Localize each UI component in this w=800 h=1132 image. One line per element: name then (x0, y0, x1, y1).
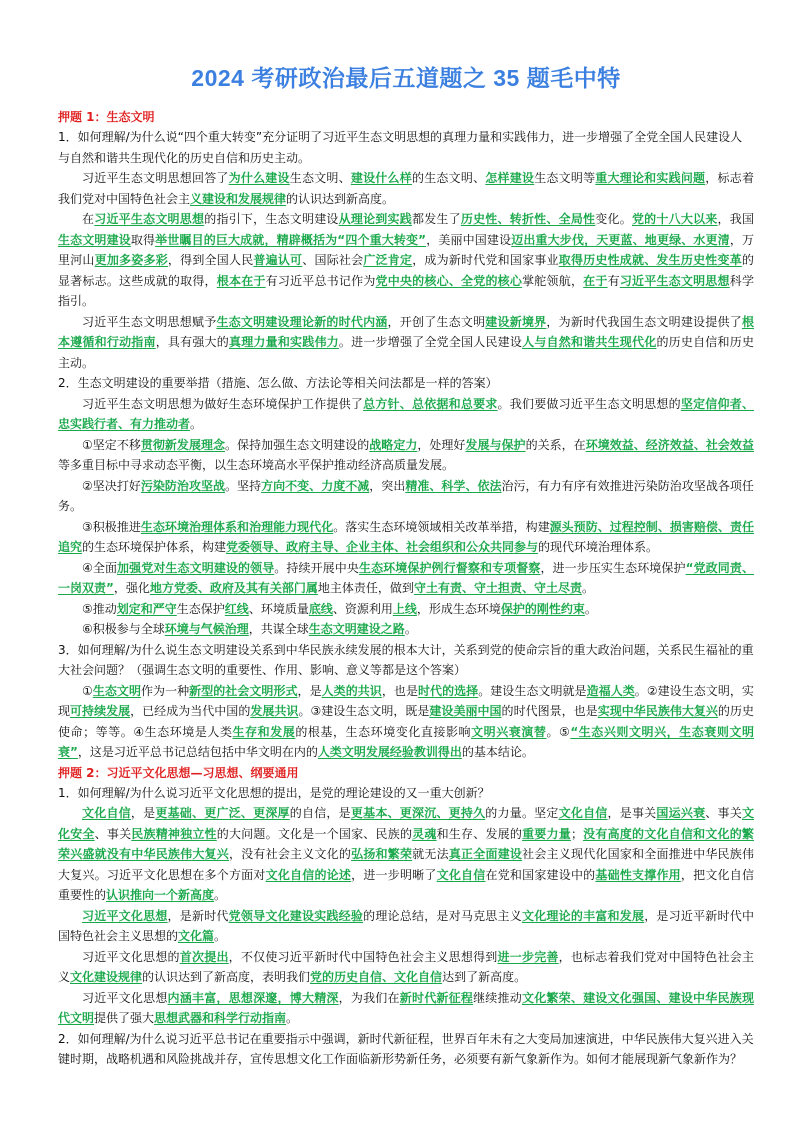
text-run: 生态文明等 (534, 171, 596, 185)
text-run: 。保持加强生态文明建设的 (225, 437, 370, 452)
answer-paragraph (58, 988, 754, 1029)
text-run: 的自信，是 (289, 806, 351, 820)
highlighted-keyphrase: 历史性、转折性、全局性 (460, 212, 596, 226)
text-run: 的时代图景，也是 (501, 704, 598, 718)
highlighted-keyphrase: 生态文明建设 (58, 232, 131, 247)
text-run: ，开创了生态文明 (387, 314, 486, 329)
highlighted-keyphrase: 重要力量 (522, 826, 571, 841)
text-run: 都发生了 (411, 212, 461, 226)
highlighted-keyphrase: 迈出重大步伐，天更蓝、地更绿、水更清 (511, 232, 730, 247)
text-run: 在党和国家建设中的 (485, 867, 596, 882)
text-run: ②坚决打好 (82, 478, 141, 493)
text-run: 。③建设生态文明，既是 (298, 704, 430, 718)
highlighted-keyphrase: 灵魂 (412, 826, 437, 841)
text-run: 。 (584, 601, 597, 616)
highlighted-keyphrase: 首次提出 (179, 949, 229, 964)
highlighted-keyphrase: 习近平生态文明思想 (619, 273, 730, 288)
text-run: 的认识达到新高度。 (286, 191, 395, 206)
text-run: 。②建设生态文明，实现 (58, 683, 754, 718)
highlighted-keyphrase: 战略定力 (369, 437, 418, 452)
highlighted-keyphrase: 认识推向一个新高度 (106, 888, 215, 902)
text-run: 。落实生态环境领域相关改革举措，构建 (333, 519, 550, 534)
highlighted-keyphrase: 环境与气候治理 (164, 622, 249, 636)
text-run: 的生态环境保护体系，构建 (82, 540, 227, 554)
highlighted-keyphrase: 发展共识 (250, 704, 299, 718)
answer-paragraph (58, 599, 754, 620)
highlighted-keyphrase: 为什么建设 (228, 171, 290, 185)
highlighted-keyphrase: 从理论到实践 (338, 212, 412, 226)
highlighted-keyphrase: 上线 (392, 601, 417, 616)
highlighted-keyphrase: 建设美丽中国 (429, 704, 502, 718)
text-run: 和生存、发展的 (436, 826, 523, 841)
highlighted-keyphrase: 生态环境治理体系和治理能力现代化 (140, 519, 334, 534)
text-run: 、国际社会 (302, 253, 364, 267)
highlighted-keyphrase: 弘扬和繁荣 (351, 847, 413, 861)
text-run: ，这是习近平总书记总结包括中华文明在内的 (77, 745, 318, 759)
text-run: 生态保护 (176, 601, 225, 616)
highlighted-keyphrase: 民族精神独立性 (131, 826, 217, 841)
highlighted-keyphrase: 生存和发展 (232, 724, 296, 739)
text-run: 、环境质量 (248, 601, 309, 616)
text-run: ，我国 (717, 212, 754, 226)
highlighted-keyphrase: 污染防治攻坚战 (140, 478, 226, 493)
highlighted-keyphrase: 根本在于 (216, 273, 266, 288)
highlighted-keyphrase: 可持续发展 (70, 704, 131, 718)
answer-paragraph (58, 168, 754, 209)
highlighted-keyphrase: 党的历史自信、文化自信 (310, 970, 443, 984)
text-run: 科学指引。 (58, 273, 754, 308)
highlighted-keyphrase: 文化繁荣、建设文化强国、建设中华民族现代文明 (58, 990, 754, 1025)
text-run: 地主体责任，做到 (317, 581, 414, 595)
highlighted-keyphrase: 实现中华民族伟大复兴 (597, 704, 718, 718)
text-run: 。坚持 (225, 478, 262, 493)
highlighted-keyphrase: 环境效益、经济效益、社会效益 (585, 437, 754, 452)
text-run: 治污，有力有序有效推进污染防治攻坚战各项任务。 (58, 478, 754, 513)
highlighted-keyphrase: 文化建设规律 (70, 970, 143, 984)
text-run: ，美丽中国建设 (426, 232, 512, 247)
text-run: 的理论总结，是对马克思主义 (363, 908, 522, 923)
text-run: 习近平生态文明思想回答了 (82, 171, 229, 185)
highlighted-keyphrase: 取得历史性成就、发生历史性变革 (558, 253, 742, 267)
highlighted-keyphrase: 生态环境保护例行督察和专项督察 (358, 560, 541, 575)
text-run: 的历史使命；等等。④生态环境是人类 (58, 704, 754, 739)
highlighted-keyphrase: 更加多姿多彩 (94, 253, 168, 267)
answer-paragraph (58, 619, 754, 640)
answer-paragraph (58, 558, 754, 599)
text-run: 1．如何理解/为什么说“四个重大转变”充分证明了习近平生态文明思想的真理力量和实践伟力，进一步增强了全党全国人民建设人与自然和谐共生现代化的历史自信和历史主动。 (58, 130, 743, 165)
highlighted-keyphrase: 人类的共识 (321, 683, 382, 698)
text-run: ，已经成为当代中国的 (130, 704, 251, 718)
highlighted-keyphrase: 根本遵循和行动指南 (58, 314, 754, 349)
text-run: 。 (190, 417, 203, 431)
text-run: 习近平生态文明思想为做好生态环境保护工作提供了 (82, 396, 364, 411)
highlighted-keyphrase: 内涵丰富，思想深邃，博大精深 (167, 990, 339, 1005)
text-run: 作为一种 (140, 683, 190, 698)
answer-paragraph (58, 947, 754, 988)
highlighted-keyphrase: 文化篇 (178, 929, 215, 943)
text-run: ④全面 (82, 560, 118, 575)
highlighted-keyphrase: “党政同责、一岗双责” (58, 560, 754, 595)
text-run: 的认识达到了新高度，表明我们 (142, 970, 311, 984)
text-run: 掌舵领航， (522, 273, 584, 288)
answer-paragraph (58, 906, 754, 947)
highlighted-keyphrase: 加强党对生态文明建设的领导 (117, 560, 275, 575)
highlighted-keyphrase: 红线 (224, 601, 249, 616)
text-run: 有习近平总书记作为 (265, 273, 376, 288)
highlighted-keyphrase: 文化自信 (558, 806, 608, 820)
highlighted-keyphrase: 生态文明 (92, 683, 141, 698)
question-text (58, 783, 754, 804)
highlighted-keyphrase: 文化安全 (58, 806, 754, 841)
highlighted-keyphrase: 保护的刚性约束 (500, 601, 585, 616)
highlighted-keyphrase: 文明兴衰演替 (471, 724, 547, 739)
text-run: ，是 (130, 806, 156, 820)
text-run: 的大问题。文化是一个国家、民族的 (216, 826, 413, 841)
highlighted-keyphrase: 人类文明发展经验教训得出 (317, 745, 462, 759)
text-run: ，为我们在 (338, 990, 400, 1005)
highlighted-keyphrase: 底线 (308, 601, 333, 616)
text-run: 达到了新高度。 (442, 970, 527, 984)
question-text (58, 1029, 754, 1070)
highlighted-keyphrase: 地方党委、政府及其有关部门属 (149, 581, 318, 595)
highlighted-keyphrase: 造福人类 (586, 683, 635, 698)
text-run: ，是事关 (607, 806, 657, 820)
highlighted-keyphrase: 怎样建设 (485, 171, 535, 185)
highlighted-keyphrase: 国运兴衰 (656, 806, 706, 820)
text-run: ，为新时代我国生态文明建设提供了 (546, 314, 742, 329)
highlighted-keyphrase: 划定和严守 (116, 601, 177, 616)
highlighted-keyphrase: 文化自信的论述 (265, 867, 352, 882)
text-run: ，进一步压实生态环境保护 (540, 560, 686, 575)
highlighted-keyphrase: 新型的社会文明形式 (189, 683, 298, 698)
text-run: 、事关 (94, 826, 132, 841)
highlighted-keyphrase: 总方针、总依据和总要求 (363, 396, 498, 411)
text-run: ，共谋全球 (248, 622, 309, 636)
document-content (58, 107, 754, 1070)
section-heading: 押题 2：习近平文化思想—习思想、纲要通用 (58, 765, 299, 780)
text-run: 的生态文明、 (411, 171, 486, 185)
text-run: 继续推动 (473, 990, 522, 1005)
text-run: ，是新时代 (167, 908, 229, 923)
highlighted-keyphrase: 发展与保护 (465, 437, 526, 452)
text-run: ，强化 (113, 581, 150, 595)
text-run: 。 (581, 581, 594, 595)
highlighted-keyphrase: 党委领导、政府主导、企业主体、社会组织和公众共同参与 (226, 540, 539, 554)
highlighted-keyphrase: 文化自信 (82, 806, 131, 820)
text-run: 。我们要做习近平生态文明思想的 (497, 396, 681, 411)
answer-paragraph (58, 517, 754, 558)
highlighted-keyphrase: 更基础、更广泛、更深厚 (155, 806, 290, 820)
highlighted-keyphrase: 习近平生态文明思想 (94, 212, 205, 226)
text-run: 在 (82, 212, 95, 226)
text-run: 的根基，生态环境变化直接影响 (295, 724, 472, 739)
highlighted-keyphrase: 举世瞩目的巨大成就，精辟概括为“四个重大转变” (155, 232, 427, 247)
text-run: ⑤推动 (82, 601, 117, 616)
question-text (58, 373, 754, 394)
text-run: 提供了强大 (94, 1011, 155, 1025)
text-run: ，没有社会主义文化的 (228, 847, 352, 861)
answer-paragraph (58, 394, 754, 435)
text-run: ，是习近平新时代中国特色社会主义思想的 (58, 908, 754, 943)
highlighted-keyphrase: 习近平文化思想 (82, 908, 168, 923)
highlighted-keyphrase: 基础性支撑作用 (595, 867, 681, 882)
text-run: ，也标志着我们党对中国特色社会主义 (58, 949, 754, 984)
answer-paragraph (58, 435, 754, 476)
highlighted-keyphrase: “生态兴则文明兴，生态衰则文明衰” (58, 724, 754, 759)
answer-paragraph (58, 476, 754, 517)
text-run: 的现代环境治理体系。 (538, 540, 659, 554)
text-run: ； (570, 826, 583, 841)
text-run: ，也是 (381, 683, 418, 698)
highlighted-keyphrase: 精准、科学、依法 (405, 478, 502, 493)
text-run: 2．如何理解/为什么说习近平总书记在重要指示中强调，新时代新征程，世界百年未有之大变局加速演进，中华民族伟大复兴进入关键时期，战略机遇和风险挑战并存，宣传思想文化工作面临新形势新任务，必须要有新气象新作为。如何才能展现新气象新作为？ (58, 1031, 754, 1066)
text-run: 的显著标志。这些成就的取得， (58, 253, 754, 288)
text-run: ，处理好 (417, 437, 466, 452)
highlighted-keyphrase: 没有高度的文化自信和文化的繁荣兴盛就没有中华民族伟大复兴 (58, 826, 754, 861)
highlighted-keyphrase: 党的十八大以来 (631, 212, 718, 226)
answer-paragraph (58, 209, 754, 312)
answer-paragraph (58, 681, 754, 763)
highlighted-keyphrase: 建设新境界 (485, 314, 547, 329)
text-run: ，具有强大的 (155, 335, 229, 349)
text-run: ①坚定不移 (82, 437, 141, 452)
text-run: 习近平文化思想的 (82, 949, 180, 964)
text-run: 2．生态文明建设的重要举措（措施、怎么做、方法论等相关问法都是一样的答案） (58, 376, 498, 390)
highlighted-keyphrase: 坚定信仰者、忠实践行者、有力推动者 (58, 396, 754, 431)
highlighted-keyphrase: 生态文明建设理论新的时代内涵 (216, 314, 388, 329)
text-run: 、事关 (705, 806, 742, 820)
question-text (58, 127, 754, 168)
text-run: 的历史自信和历史主动。 (58, 335, 754, 370)
text-run: 习近平生态文明思想赋予 (82, 314, 217, 329)
highlighted-keyphrase: 重大理论和实践问题 (595, 171, 706, 185)
text-run: 习近平文化思想 (82, 990, 168, 1005)
text-run: 等多重目标中寻求动态平衡，以生态环境高水平保护推动经济高质量发展。 (58, 458, 455, 472)
text-run: 变化。 (595, 212, 632, 226)
highlighted-keyphrase: 真正全面建设 (448, 847, 523, 861)
text-run: ，进一步明晰了 (351, 867, 437, 882)
highlighted-keyphrase: 普遍认可 (253, 253, 303, 267)
highlighted-keyphrase: 生态文明建设之路 (308, 622, 405, 636)
highlighted-keyphrase: 思想武器和科学行动指南 (154, 1011, 287, 1025)
highlighted-keyphrase: 更基本、更深沉、更持久 (350, 806, 486, 820)
text-run: ③积极推进 (82, 519, 141, 534)
text-run: 就无法 (412, 847, 449, 861)
highlighted-keyphrase: 方向不变、力度不减 (261, 478, 370, 493)
text-run: 。 (214, 888, 227, 902)
text-run: 。 (286, 1011, 299, 1025)
text-run: 社会主义现代化国家和全面推进中华民族伟大复兴。习近平文化思想在多个方面对 (58, 847, 754, 882)
highlighted-keyphrase: 党领导文化建设实践经验 (228, 908, 364, 923)
highlighted-keyphrase: 在于 (583, 273, 608, 288)
text-run: ，是 (297, 683, 322, 698)
text-run: 。⑤ (546, 724, 571, 739)
highlighted-keyphrase: 新时代新征程 (399, 990, 474, 1005)
highlighted-keyphrase: 人与自然和谐共生现代化 (522, 335, 657, 349)
text-run: ⑥积极参与全球 (82, 622, 165, 636)
text-run: 。建设生态文明就是 (478, 683, 587, 698)
highlighted-keyphrase: 真理力量和实践伟力 (228, 335, 339, 349)
highlighted-keyphrase: 义建设和发展规律 (190, 191, 287, 206)
text-run: ，成为新时代党和国家事业 (412, 253, 559, 267)
highlighted-keyphrase: 党中央的核心、全党的核心 (375, 273, 523, 288)
page-title: 2024 考研政治最后五道题之 35 题毛中特 (191, 65, 621, 91)
highlighted-keyphrase: 贯彻新发展理念 (140, 437, 226, 452)
highlighted-keyphrase: 时代的选择 (418, 683, 479, 698)
text-run: 1．如何理解/为什么说习近平文化思想的提出，是党的理论建设的又一重大创新？ (58, 785, 490, 800)
text-run: 。 (404, 622, 417, 636)
text-run: 生态文明、 (289, 171, 351, 185)
text-run: ① (82, 683, 93, 698)
section-heading: 押题 1：生态文明 (58, 110, 155, 124)
answer-paragraph (58, 312, 754, 374)
text-run: ，得到全国人民 (167, 253, 254, 267)
text-run: ，把文化自信重要性的 (58, 867, 754, 902)
text-run: ，标志着我们党对中国特色社会主 (58, 171, 754, 206)
text-run: 的力量。坚定 (485, 806, 559, 820)
text-run: 。进一步增强了全党全国人民建设 (338, 335, 523, 349)
text-run: 有 (607, 273, 620, 288)
highlighted-keyphrase: 建设什么样 (350, 171, 412, 185)
highlighted-keyphrase: 广泛肯定 (363, 253, 413, 267)
text-run: 。持续开展中央 (274, 560, 359, 575)
highlighted-keyphrase: 文化理论的丰富和发展 (521, 908, 645, 923)
text-run: ，形成生态环境 (416, 601, 501, 616)
text-run: ，万里河山 (58, 232, 754, 267)
text-run: ，突出 (369, 478, 406, 493)
text-run: 3．如何理解/为什么说生态文明建设关系到中华民族永续发展的根本大计，关系到党的使命宗旨的重大政治问题，关系民生福祉的重大社会问题？（强调生态文明的重要性、作用、影响、意义等都是这个答案） (58, 642, 754, 677)
text-run: 。 (214, 929, 227, 943)
answer-paragraph (58, 803, 754, 906)
question-text (58, 640, 754, 681)
highlighted-keyphrase: 守土有责、守土担责、守土尽责 (413, 581, 582, 595)
text-run: 的指引下，生态文明建设 (204, 212, 339, 226)
text-run: 的关系，在 (525, 437, 586, 452)
text-run: 、资源利用 (332, 601, 393, 616)
text-run: 的基本结论。 (461, 745, 534, 759)
highlighted-keyphrase: 文化自信 (436, 867, 486, 882)
highlighted-keyphrase: 源头预防、过程控制、损害赔偿、责任追究 (58, 519, 754, 554)
text-run: 取得 (130, 232, 156, 247)
highlighted-keyphrase: 进一步完善 (497, 949, 559, 964)
text-run: ，不仅使习近平新时代中国特色社会主义思想得到 (228, 949, 498, 964)
